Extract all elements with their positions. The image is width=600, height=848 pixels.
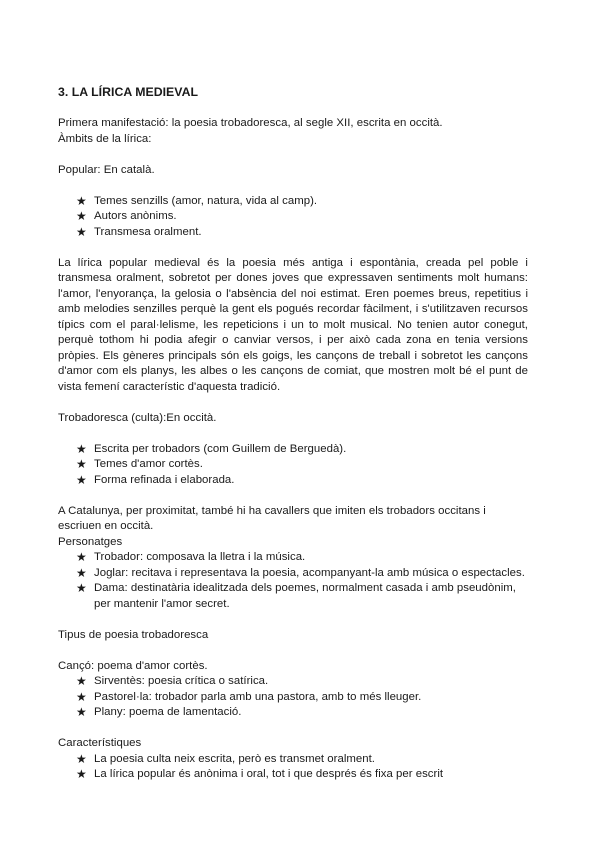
list-item: ★ Dama: destinatària idealitzada dels poemes, normalment casada i amb pseudònim, per mantenir l'amor secret.: [76, 581, 516, 610]
intro-line-1: Primera manifestació: la poesia trobadoresca, al segle XII, escrita en occità.: [58, 117, 443, 129]
star-bullet-icon: ★: [76, 472, 87, 487]
list-item: ★ Joglar: recitava i representava la poesia, acompanyant-la amb música o espectacles.: [76, 565, 525, 580]
list-item: ★ Trobador: composava la lletra i la música.: [76, 550, 306, 564]
trobadoresca-heading: Trobadoresca (culta):En occità.: [58, 411, 217, 424]
star-bullet-icon: ★: [76, 550, 87, 564]
personatges-list: [58, 550, 528, 612]
catalunya-paragraph: A Catalunya, per proximitat, també hi ha cavallers que imiten els trobadors occitans i escriuen en occità.: [58, 504, 486, 532]
star-bullet-icon: ★: [76, 224, 87, 239]
list-item: ★ Autors anònims.: [76, 209, 177, 223]
star-bullet-icon: ★: [76, 705, 87, 719]
caracteristiques-list: [58, 752, 528, 783]
star-bullet-icon: ★: [76, 581, 87, 595]
star-bullet-icon: ★: [76, 674, 87, 688]
trobadoresca-list: [58, 442, 528, 489]
star-bullet-icon: ★: [76, 209, 87, 223]
canco-line: Cançó: poema d'amor cortès.: [58, 659, 208, 672]
list-item: ★ Forma refinada i elaborada.: [76, 472, 235, 487]
list-item: ★ La poesia culta neix escrita, però es transmet oralment.: [76, 751, 375, 766]
personatges-label: Personatges: [58, 535, 123, 548]
star-bullet-icon: ★: [76, 751, 87, 766]
star-bullet-icon: ★: [76, 193, 87, 208]
document-page: [58, 84, 528, 783]
list-item: ★ Escrita per trobadors (com Guillem de Berguedà).: [76, 441, 347, 456]
popular-list: [58, 194, 528, 241]
tipus-heading: Tipus de poesia trobadoresca: [58, 628, 209, 641]
popular-paragraph: La lírica popular medieval és la poesia més antiga i espontània, creada pel poble i transmesa oralment, sobretot per dones joves que expressaven sentiments molt humans: l'amor, l'enyorança, la gelosia o l'absència del noi estimat. Eren poemes breus, repetitius i amb melodies senzilles perquè la gent els pogués recordar fàcilment, i s'utilitzaven recursos típics com el paral·lelisme, les repeticions i un to molt musical. No tenien autor conegut, perquè tothom hi podia afegir o canviar versos, i per això cada zona en tenia versions pròpies. Els gèneres principals són els goigs, les cançons de treball i sobretot les cançons d'amor com els planys, les albes o les cançons de comiat, que mostren molt bé el punt de vista femení característic d'aquesta tradició.: [58, 256, 528, 393]
list-item: ★ Transmesa oralment.: [76, 224, 202, 239]
list-item: ★ Plany: poema de lamentació.: [76, 705, 242, 719]
list-item: ★ Pastorel·la: trobador parla amb una pastora, amb to més lleuger.: [76, 689, 422, 704]
intro-line-2: Àmbits de la lírica:: [58, 132, 152, 145]
list-item: ★ Temes d'amor cortès.: [76, 457, 203, 471]
star-bullet-icon: ★: [76, 689, 87, 704]
tipus-list: [58, 674, 528, 721]
popular-heading: Popular: En català.: [58, 163, 155, 176]
section-title: 3. LA LÍRICA MEDIEVAL: [58, 85, 199, 99]
star-bullet-icon: ★: [76, 441, 87, 456]
list-item: ★ Sirventès: poesia crítica o satírica.: [76, 674, 269, 688]
star-bullet-icon: ★: [76, 767, 87, 781]
list-item: ★ Temes senzills (amor, natura, vida al camp).: [76, 193, 318, 208]
caracteristiques-heading: Característiques: [58, 737, 142, 749]
star-bullet-icon: ★: [76, 457, 87, 471]
star-bullet-icon: ★: [76, 565, 87, 580]
list-item: ★ La lírica popular és anònima i oral, tot i que després és fixa per escrit: [76, 767, 444, 781]
